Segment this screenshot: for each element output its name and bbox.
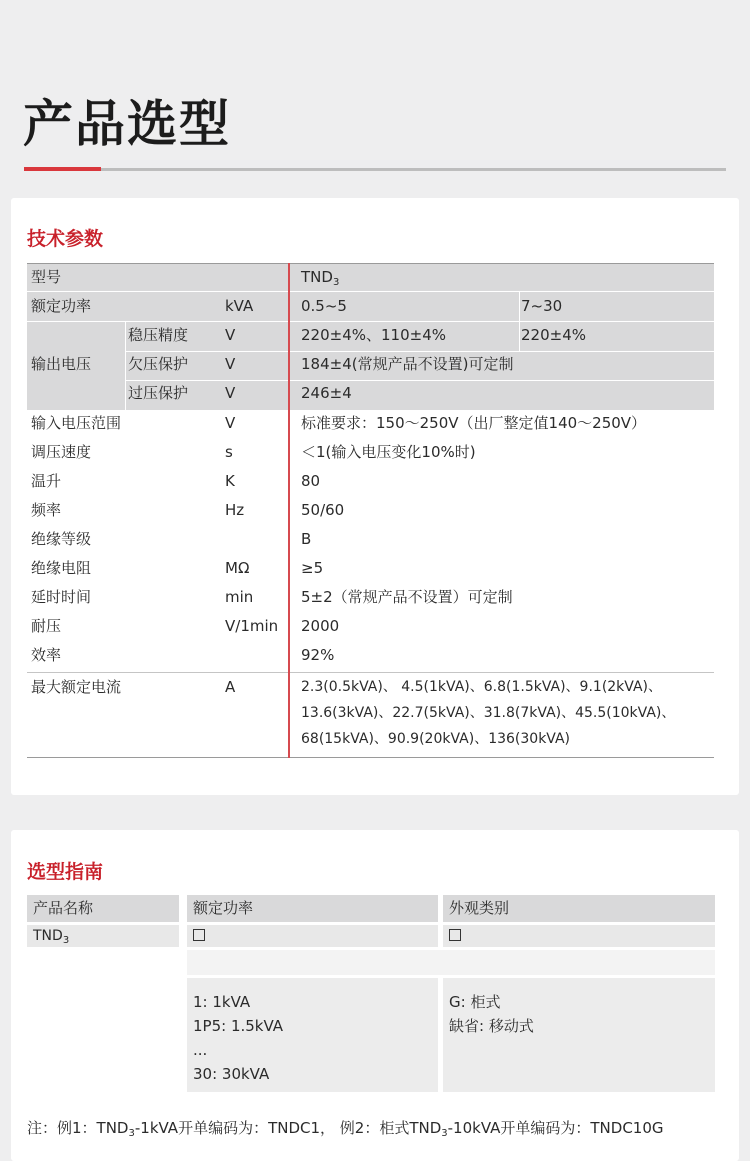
power-option: 1: 1kVA bbox=[193, 993, 251, 1011]
spec-value: 5±2（常规产品不设置）可定制 bbox=[301, 588, 513, 606]
type-options-box bbox=[443, 978, 715, 1092]
spec-value: 标准要求：150～250V（出厂整定值140～250V） bbox=[301, 414, 647, 432]
type-option: G: 柜式 bbox=[449, 993, 501, 1011]
col-separator bbox=[125, 322, 126, 410]
spec-name: 型号 bbox=[31, 268, 62, 286]
spec-value: B bbox=[301, 530, 312, 548]
spec-value-2: 7~30 bbox=[521, 297, 563, 315]
spec-unit: kVA bbox=[225, 297, 254, 315]
selection-guide-card bbox=[11, 830, 739, 1161]
power-option: 1P5: 1.5kVA bbox=[193, 1017, 284, 1035]
spec-unit: Hz bbox=[225, 501, 245, 519]
spec-value: ≥5 bbox=[301, 559, 324, 577]
guide-header-type: 外观类别 bbox=[443, 895, 715, 922]
spec-value: 2000 bbox=[301, 617, 340, 635]
spec-unit: V bbox=[225, 414, 236, 432]
spec-value-2: 220±4% bbox=[521, 326, 586, 344]
guide-type-cell bbox=[443, 925, 715, 947]
spec-name: 输入电压范围 bbox=[31, 414, 122, 432]
checkbox-icon bbox=[449, 929, 461, 941]
spec-unit: K bbox=[225, 472, 235, 490]
spec-group-name: 输出电压 bbox=[31, 355, 92, 373]
table-mid-line bbox=[27, 672, 714, 673]
spec-name: 稳压精度 bbox=[128, 326, 189, 344]
title-accent-bar bbox=[24, 167, 101, 171]
spec-name: 延时时间 bbox=[31, 588, 92, 606]
spec-name: 欠压保护 bbox=[128, 355, 189, 373]
spec-name: 调压速度 bbox=[31, 443, 92, 461]
guide-product-cell: $TND_3$ bbox=[27, 925, 179, 947]
spec-value-line: 2.3(0.5kVA)、 4.5(1kVA)、6.8(1.5kVA)、9.1(2kVA)、 bbox=[301, 679, 663, 695]
spec-name: 最大额定电流 bbox=[31, 678, 122, 696]
spec-row-bg bbox=[27, 292, 714, 321]
spec-unit: MΩ bbox=[225, 559, 250, 577]
spec-value-line: 13.6(3kVA)、22.7(5kVA)、31.8(7kVA)、45.5(10kVA)、 bbox=[301, 705, 676, 721]
spec-name: 额定功率 bbox=[31, 297, 92, 315]
spec-name: 频率 bbox=[31, 501, 62, 519]
tech-section-title: 技术参数 bbox=[27, 228, 104, 250]
spec-name: 温升 bbox=[31, 472, 62, 490]
tech-params-card bbox=[11, 198, 739, 795]
guide-section-title: 选型指南 bbox=[27, 861, 104, 883]
page-title: 产品选型 bbox=[23, 95, 231, 153]
guide-header-power: 额定功率 bbox=[187, 895, 438, 922]
spec-value: 184±4(常规产品不设置)可定制 bbox=[301, 355, 514, 373]
spec-unit: V bbox=[225, 384, 236, 402]
spec-value-line: 68(15kVA)、90.9(20kVA)、136(30kVA) bbox=[301, 731, 571, 747]
checkbox-icon bbox=[193, 929, 205, 941]
spec-value: ＜1(输入电压变化10%时) bbox=[301, 443, 476, 461]
column-divider-red bbox=[288, 263, 290, 758]
spec-name: 效率 bbox=[31, 646, 62, 664]
spec-name: 耐压 bbox=[31, 617, 62, 635]
spec-row-bg bbox=[27, 263, 714, 291]
spec-value: 246±4 bbox=[301, 384, 352, 402]
power-options-box bbox=[187, 978, 438, 1092]
spec-unit: V bbox=[225, 326, 236, 344]
title-rule bbox=[24, 168, 726, 171]
spec-unit: V/1min bbox=[225, 617, 279, 635]
spec-value: 50/60 bbox=[301, 501, 345, 519]
power-option: 30: 30kVA bbox=[193, 1065, 270, 1083]
spec-name: 绝缘等级 bbox=[31, 530, 92, 548]
spec-value: 92% bbox=[301, 646, 335, 664]
spec-value: $TND_3$ bbox=[301, 268, 340, 288]
spec-value: 220±4%、110±4% bbox=[301, 326, 446, 344]
spec-value: 0.5~5 bbox=[301, 297, 347, 315]
spec-unit: A bbox=[225, 678, 236, 696]
row-separator bbox=[125, 380, 714, 381]
table-bottom-line bbox=[27, 757, 714, 758]
spec-name: 绝缘电阻 bbox=[31, 559, 92, 577]
power-option: ... bbox=[193, 1041, 208, 1059]
spec-unit: V bbox=[225, 355, 236, 373]
spec-unit: min bbox=[225, 588, 254, 606]
spec-unit: s bbox=[225, 443, 233, 461]
spec-name: 过压保护 bbox=[128, 384, 189, 402]
guide-gap-row bbox=[187, 950, 715, 975]
col-separator bbox=[519, 292, 520, 351]
guide-power-cell bbox=[187, 925, 438, 947]
type-option: 缺省: 移动式 bbox=[449, 1017, 534, 1035]
guide-header-product: 产品名称 bbox=[27, 895, 179, 922]
table-top-line bbox=[27, 263, 714, 264]
spec-value: 80 bbox=[301, 472, 321, 490]
guide-note: 注：例1：$TND_3-1kVA$开单编码为：TNDC1， 例2：柜式$TND_3-10kVA$开单编码为：TNDC10G bbox=[27, 1119, 664, 1139]
row-separator bbox=[125, 351, 714, 352]
